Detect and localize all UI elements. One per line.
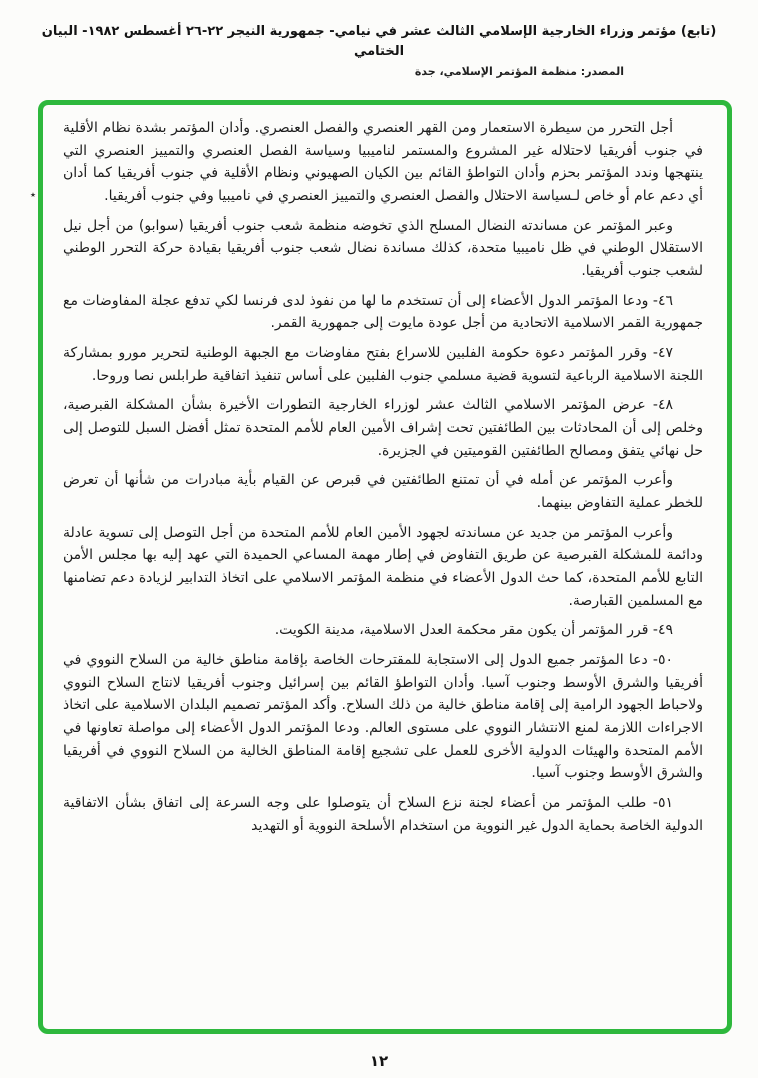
paragraph: ٥١- طلب المؤتمر من أعضاء لجنة نزع السلاح أن يتوصلوا على وجه السرعة إلى اتفاق بشأن الاتفاقية الدولية الخاصة بحماية الدول غير النووية من استخدام الأسلحة النووية أو التهديد <box>63 795 703 834</box>
paragraph: وأعرب المؤتمر عن أمله في أن تمتنع الطائفتين في قبرص عن القيام بأية مبادرات من شأنها أن تعرض للخطر عملية التفاوض بينهما. <box>63 472 703 512</box>
paragraph: ٤٦- ودعا المؤتمر الدول الأعضاء إلى أن تستخدم ما لها من نفوذ لدى فرنسا لكي تدفع عجلة المفاوضات مع جمهورية القمر الاسلامية الاتحادية من أجل عودة مايوت إلى جمهورية القمر. <box>63 292 703 332</box>
page-number: ١٢ <box>369 1052 389 1070</box>
paragraph: أجل التحرر من سيطرة الاستعمار ومن القهر العنصري والفصل العنصري. وأدان المؤتمر بشدة نظام الأقلية في جنوب أفريقيا لاحتلاله غير المشروع والمستمر لناميبيا وسياسة الفصل العنصري والتمييز العنصري التي ينتهجها وندد المؤتمر بحزم وأدان التواطؤ القائم بين الكيان الصهيوني ونظام الأقلية في جنوب أفريقيا كما أدان أي دعم عام أو خاص لـسياسة الاحتلال والفصل العنصري والتمييز العنصري في ناميبيا وفي جنوب أفريقيا. <box>63 120 703 205</box>
body-text <box>63 117 703 837</box>
header-source: المصدر: منظمة المؤتمر الإسلامي، جدة <box>414 65 624 78</box>
paragraph: ٤٨- عرض المؤتمر الاسلامي الثالث عشر لوزراء الخارجية التطورات الأخيرة بشأن المشكلة القبرصية، وخلص إلى أن المحادثات بين الطائفتين تحت إشراف الأمين العام للأمم المتحدة تمثل أفضل السبل للتوصل إلى حل نهائي يتفق ومصالح الطائفتين القوميتين في الجزيرة. <box>63 397 703 459</box>
document-header <box>16 22 742 78</box>
paragraph: ٤٩- قرر المؤتمر أن يكون مقر محكمة العدل الاسلامية، مدينة الكويت. <box>274 622 673 639</box>
margin-mark: ٭ <box>30 188 36 201</box>
paragraph: وعبر المؤتمر عن مساندته النضال المسلح الذي تخوضه منظمة شعب جنوب أفريقيا (سوابو) من أجل نيل الاستقلال الوطني في ظل ناميبيا متحدة، كذلك مساندة نضال شعب جنوب أفريقيا بقيادة حركة التحرر الوطني لشعب جنوب أفريقيا. <box>63 217 703 280</box>
content-border <box>38 100 732 1034</box>
paragraph: وأعرب المؤتمر من جديد عن مساندته لجهود الأمين العام للأمم المتحدة من أجل التوصل إلى تسوية عادلة ودائمة للمشكلة القبرصية عن طريق التفاوض في إطار مهمة المساعي الحميدة التي عهد إليه بها مجلس الأمن التابع للأمم المتحدة، كما حث الدول الأعضاء في منظمة المؤتمر الاسلامي على اتخاذ التدابير لزيادة دعم تضامنها مع المسلمين القبارصة. <box>63 524 703 609</box>
paragraph: ٥٠- دعا المؤتمر جميع الدول إلى الاستجابة للمقترحات الخاصة بإقامة مناطق خالية من السلاح النووي في أفريقيا والشرق الأوسط وجنوب آسيا. وأدان التواطؤ القائم بين إسرائيل وجنوب أفريقيا لانتاج السلاح النووي ولاحباط الجهود الرامية إلى إقامة مناطق خالية من ذلك السلاح. وأكد المؤتمر تصميم البلدان الاسلامية على اتخاذ الاجراءات اللازمة لمنع الانتشار النووي على مستوى العالم. ودعا المؤتمر الدول الأعضاء إلى مواصلة تعاونها في الأمم المتحدة والهيئات الدولية الأخرى للعمل على تشجيع إقامة المناطق الخالية من السلاح النووي في أفريقيا والشرق الأوسط وجنوب آسيا. <box>63 652 703 782</box>
paragraph: ٤٧- وقرر المؤتمر دعوة حكومة الفلبين للاسراع بفتح مفاوضات مع الجبهة الوطنية لتحرير مورو بمشاركة اللجنة الاسلامية الرباعية لتسوية قضية مسلمي جنوب الفلبين على أساس تنفيذ اتفاقية طرابلس نصا وروحا. <box>63 345 703 384</box>
header-title: (تابع) مؤتمر وزراء الخارجية الإسلامي الثالث عشر في نيامي- جمهورية النيجر ٢٢-٢٦ أغسطس ١٩٨٢- البيان الختامي <box>41 24 717 59</box>
